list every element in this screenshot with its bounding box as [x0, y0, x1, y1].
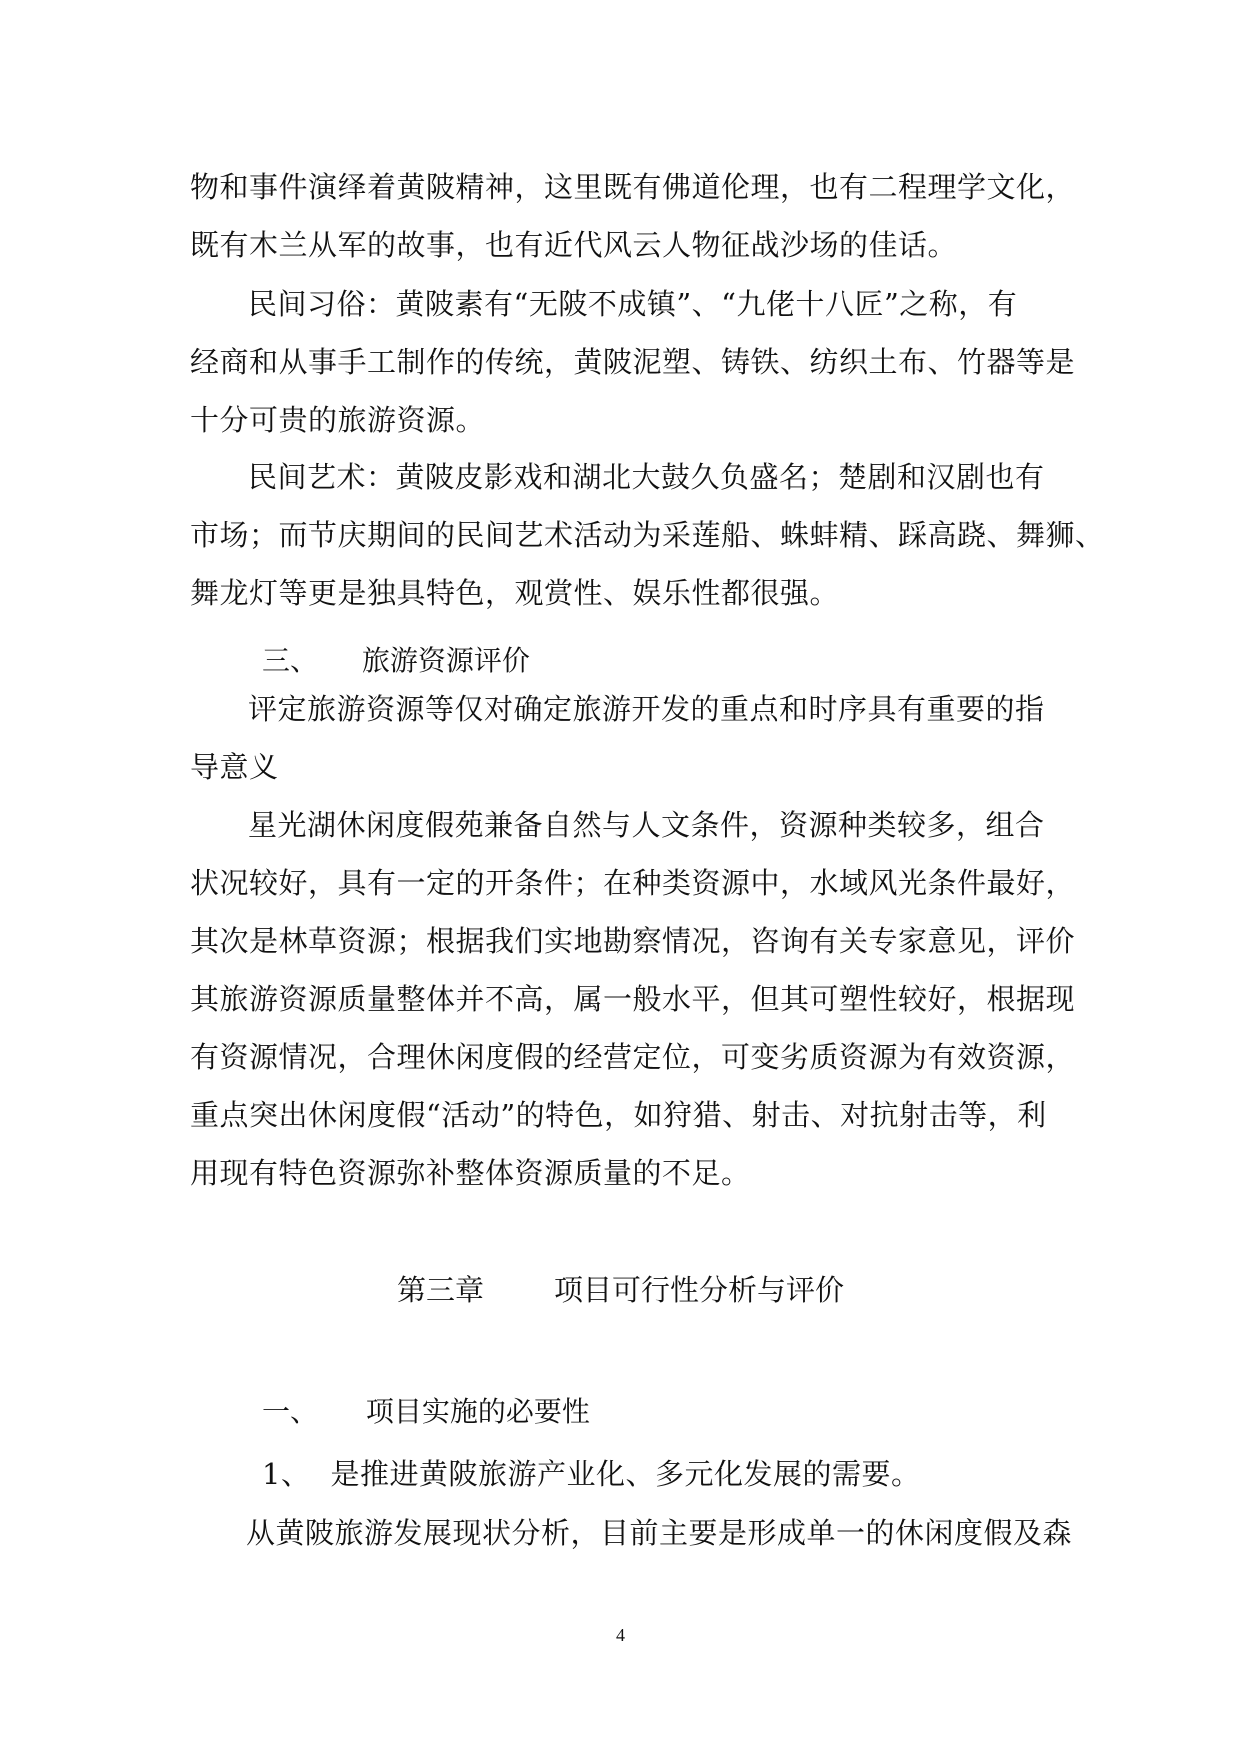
item-text: 是推进黄陂旅游产业化、多元化发展的需要。: [330, 1457, 921, 1491]
list-item-1: [262, 1445, 1062, 1503]
paragraph-evaluation-body: [190, 796, 1076, 1202]
chapter-title: [0, 1270, 1241, 1310]
text-line: 民间习俗：黄陂素有“无陂不成镇”、“九佬十八匠”之称，有: [248, 287, 1018, 321]
text-line: 民间艺术：黄陂皮影戏和湖北大鼓久负盛名；楚剧和汉剧也有: [248, 460, 1045, 494]
paragraph-folk-arts: [190, 448, 1105, 622]
text-line: 重点突出休闲度假“活动”的特色，如狩猎、射击、对抗射击等，利: [190, 1098, 1047, 1132]
text-line: 状况较好，具有一定的开条件；在种类资源中，水域风光条件最好，: [190, 866, 1076, 900]
paragraph-last: [246, 1504, 1073, 1562]
text-line: 既有木兰从军的故事，也有近代风云人物征战沙场的佳话。: [190, 228, 958, 262]
text-line: 十分可贵的旅游资源。: [190, 403, 486, 437]
section-heading-necessity: [262, 1392, 590, 1432]
text-line: 星光湖休闲度假苑兼备自然与人文条件，资源种类较多，组合: [248, 808, 1045, 842]
text-line: 用现有特色资源弥补整体资源质量的不足。: [190, 1156, 751, 1190]
paragraph-folk-customs: [190, 275, 1076, 449]
text-line: 经商和从事手工制作的传统，黄陂泥塑、铸铁、纺织土布、竹器等是: [190, 345, 1076, 379]
text-line: 舞龙灯等更是独具特色，观赏性、娱乐性都很强。: [190, 576, 840, 610]
text-line: 物和事件演绎着黄陂精神，这里既有佛道伦理，也有二程理学文化，: [190, 170, 1076, 204]
heading-title: 旅游资源评价: [361, 644, 530, 677]
chapter-name: 项目可行性分析与评价: [554, 1273, 845, 1307]
heading-number: 三、: [262, 644, 319, 677]
text-line: 其次是林草资源；根据我们实地勘察情况，咨询有关专家意见，评价: [190, 924, 1076, 958]
section-heading-evaluation: [262, 641, 530, 681]
paragraph-intro: [190, 158, 1076, 274]
text-line: [262, 1445, 1062, 1503]
text-line: 从黄陂旅游发展现状分析，目前主要是形成单一的休闲度假及森: [246, 1516, 1073, 1550]
text-line: 评定旅游资源等仅对确定旅游开发的重点和时序具有重要的指: [248, 692, 1045, 726]
text-line: 有资源情况，合理休闲度假的经营定位，可变劣质资源为有效资源，: [190, 1040, 1076, 1074]
heading-title: 项目实施的必要性: [365, 1395, 590, 1428]
chapter-number: 第三章: [396, 1273, 484, 1307]
text-line: 导意义: [190, 750, 279, 784]
item-number: 1、: [262, 1457, 311, 1491]
heading-number: 一、: [262, 1395, 319, 1428]
text-line: 其旅游资源质量整体并不高，属一般水平，但其可塑性较好，根据现: [190, 982, 1076, 1016]
text-line: 市场；而节庆期间的民间艺术活动为采莲船、蛛蚌精、踩高跷、舞狮、: [190, 518, 1105, 552]
paragraph-evaluation-intro: [190, 680, 1060, 796]
page-number: 4: [616, 1625, 625, 1645]
